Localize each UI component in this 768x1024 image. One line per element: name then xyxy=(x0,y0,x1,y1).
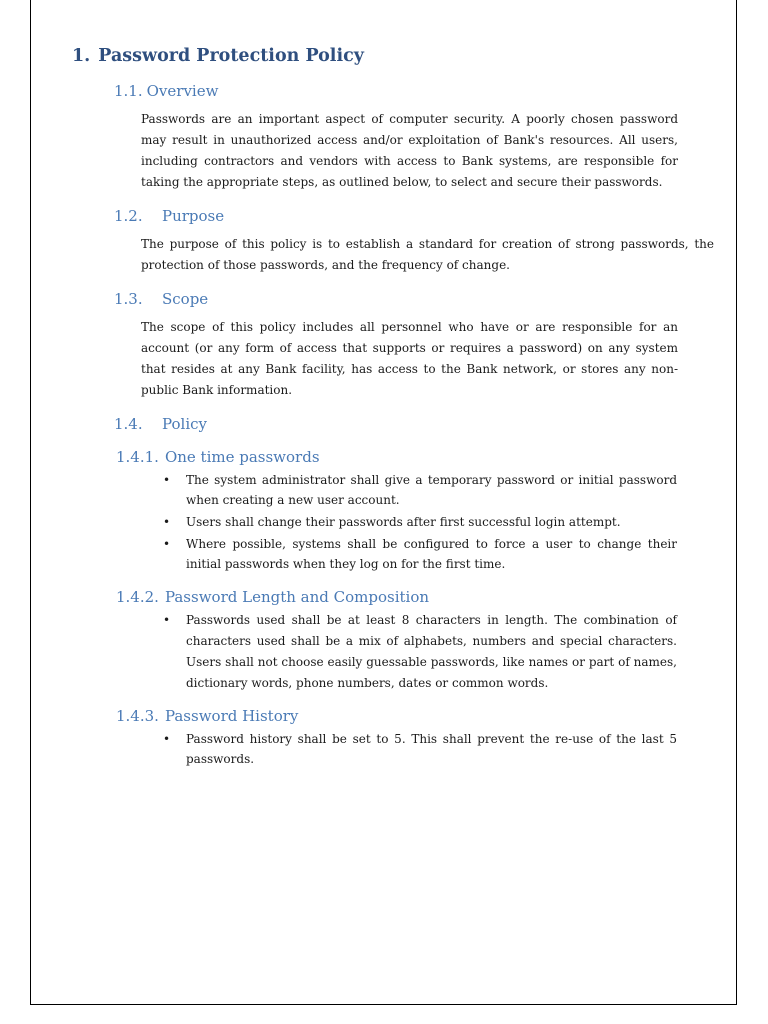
list-item xyxy=(163,534,677,574)
heading-overview xyxy=(114,82,218,100)
heading-password-history xyxy=(116,707,298,725)
list-item xyxy=(163,470,677,510)
one-time-passwords-list xyxy=(163,470,677,576)
heading-overview-number: 1.1. xyxy=(114,82,143,100)
heading-policy-text: Policy xyxy=(162,415,207,433)
bullet-glyph: • xyxy=(163,613,171,627)
heading-password-length xyxy=(116,588,429,606)
heading-length-text: Password Length and Composition xyxy=(164,588,430,606)
list-item xyxy=(163,610,677,694)
heading-one-time-text: One time passwords xyxy=(164,448,320,466)
heading-scope xyxy=(114,290,208,308)
title-number: 1. xyxy=(72,46,91,66)
bullet-glyph: • xyxy=(163,732,171,746)
bullet-glyph: • xyxy=(163,537,171,551)
list-item-text: Users shall change their passwords after first successful login attempt. xyxy=(186,515,621,529)
heading-history-text: Password History xyxy=(164,707,299,725)
list-item-text: Where possible, systems shall be configured to force a user to change their initial passwords when they log on for the first time. xyxy=(186,537,677,571)
overview-paragraph: Passwords are an important aspect of computer security. A poorly chosen password may result in unauthorized access and/or exploitation of Bank's resources. All users, including contractors and vendors with access to Bank systems, are responsible for taking the appropriate steps, as outlined below, to select and secure their passwords. xyxy=(141,112,678,189)
heading-policy xyxy=(114,415,207,433)
purpose-paragraph: The purpose of this policy is to establish a standard for creation of strong passwords, the protection of those passwords, and the frequency of change. xyxy=(141,237,714,272)
heading-scope-number: 1.3. xyxy=(114,290,143,308)
document-title xyxy=(72,46,364,66)
password-length-list xyxy=(163,610,677,696)
heading-policy-number: 1.4. xyxy=(114,415,143,433)
list-item xyxy=(163,729,677,769)
bullet-glyph: • xyxy=(163,515,171,529)
heading-purpose-text: Purpose xyxy=(162,207,225,225)
title-text: Password Protection Policy xyxy=(98,46,364,66)
heading-one-time-number: 1.4.1. xyxy=(116,448,159,466)
list-item-text: Passwords used shall be at least 8 characters in length. The combination of characters used shall be a mix of alphabets, numbers and special characters. Users shall not choose easily guessable passwords, like names or part of names, dictionary words, phone numbers, dates or common words. xyxy=(186,613,677,690)
heading-length-number: 1.4.2. xyxy=(116,588,159,606)
heading-overview-text: Overview xyxy=(146,82,219,100)
list-item-text: Password history shall be set to 5. This shall prevent the re-use of the last 5 passwords. xyxy=(186,732,677,766)
heading-history-number: 1.4.3. xyxy=(116,707,159,725)
heading-purpose-number: 1.2. xyxy=(114,207,143,225)
heading-scope-text: Scope xyxy=(162,290,209,308)
bullet-glyph: • xyxy=(163,473,171,487)
scope-paragraph: The scope of this policy includes all personnel who have or are responsible for an account (or any form of access that supports or requires a password) on any system that resides at any Bank facility, has access to the Bank network, or stores any non-public Bank information. xyxy=(141,320,678,397)
heading-one-time-passwords xyxy=(116,448,320,466)
list-item-text: The system administrator shall give a temporary password or initial password when creating a new user account. xyxy=(186,473,677,507)
password-history-list xyxy=(163,729,677,771)
heading-purpose xyxy=(114,207,224,225)
list-item xyxy=(163,512,677,532)
